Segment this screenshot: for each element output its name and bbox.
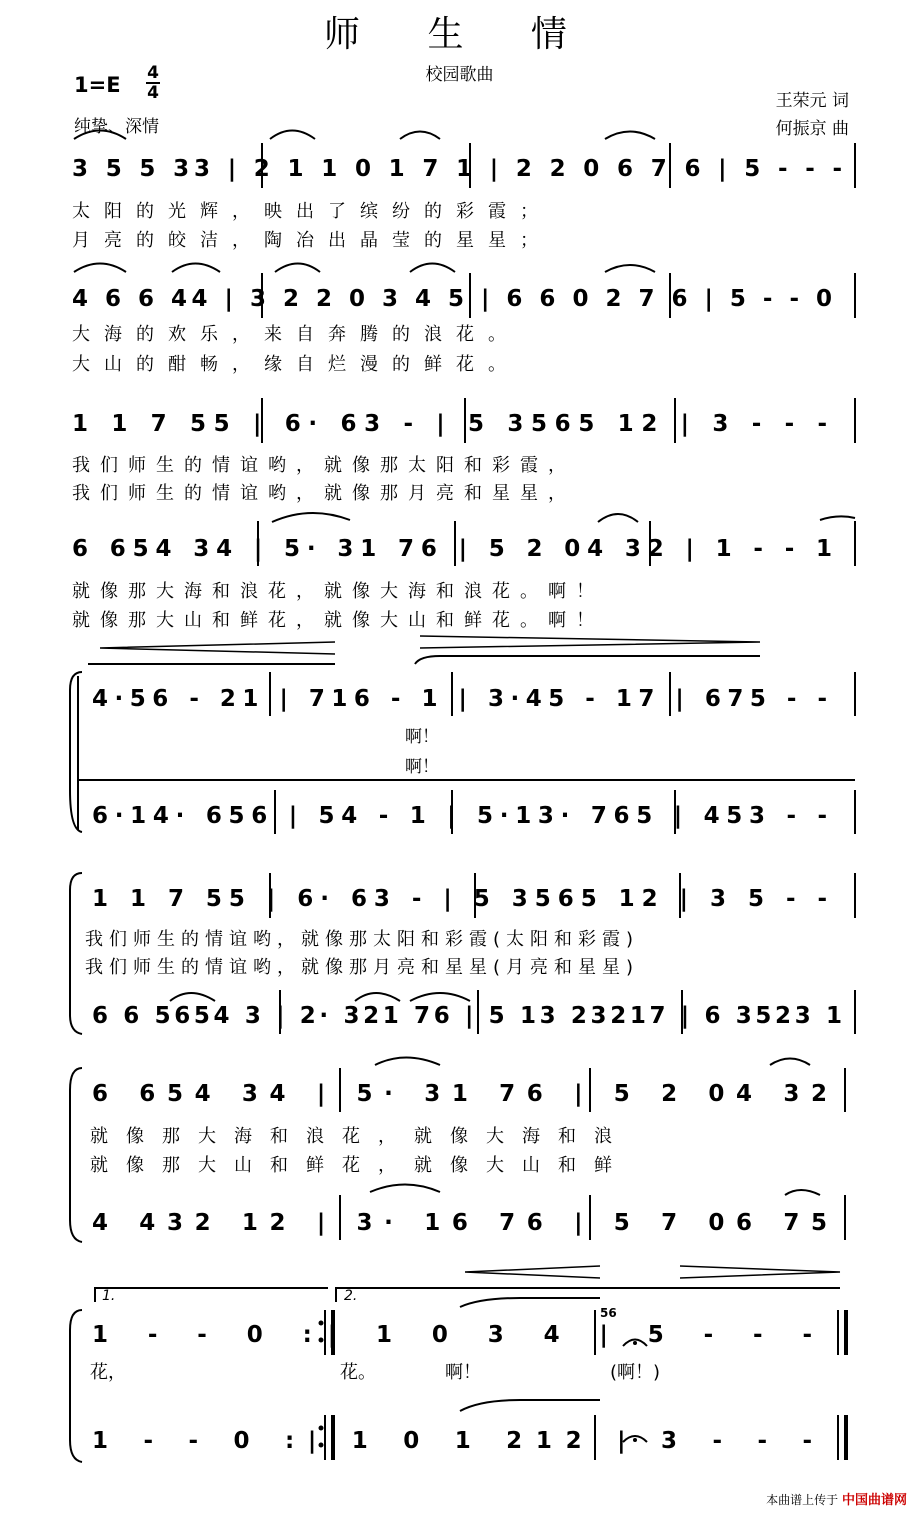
lyrics-system-3-verse-1: 我们师生的情谊哟，就像那太阳和彩霞， bbox=[72, 455, 576, 476]
exclamation-ah-2: 啊！ bbox=[405, 757, 439, 777]
time-signature-top: 4 bbox=[147, 63, 159, 83]
lyrics-system-4-verse-2: 就像那大山和鲜花，就像大山和鲜花。啊！ bbox=[72, 610, 604, 631]
lyricist-credit: 王荣元 词 bbox=[775, 91, 849, 111]
volta-2-label: 2. bbox=[344, 1288, 358, 1304]
notes-system-7-lower: 4 432 12 | 3· 16 76 | 5 7 06 75 bbox=[92, 1210, 827, 1236]
site-logo: 中国曲谱网 bbox=[841, 1493, 907, 1508]
lyrics-ending-ah: 啊！ bbox=[445, 1362, 481, 1383]
notes-system-8-upper: 1 - - 0 :| 1 0 3 4 | 5 - - - bbox=[92, 1322, 813, 1348]
lyrics-system-7-verse-1: 就像那大海和浪花，就像大海和浪 bbox=[90, 1126, 630, 1147]
lyrics-system-6-verse-1: 我们师生的情谊哟，就像那太阳和彩霞(太阳和彩霞) bbox=[85, 929, 640, 950]
lyrics-system-4-verse-1: 就像那大海和浪花，就像大海和浪花。啊！ bbox=[72, 581, 604, 602]
notes-system-2: 4 6 6 44 | 3 2 2 0 3 4 5 | 6 6 0 2 7 6 | 5 - - 0 bbox=[72, 286, 833, 312]
lyrics-system-3-verse-2: 我们师生的情谊哟，就像那月亮和星星， bbox=[72, 483, 576, 504]
lyrics-system-6-verse-2: 我们师生的情谊哟，就像那月亮和星星(月亮和星星) bbox=[85, 957, 640, 978]
song-title: 师 生 情 bbox=[324, 14, 595, 55]
lyrics-system-7-verse-2: 就像那大山和鲜花，就像大山和鲜 bbox=[90, 1155, 630, 1176]
lyrics-system-2-verse-2: 大山的酣畅，缘自烂漫的鲜花。 bbox=[72, 354, 520, 375]
footer-uploader-text: 本曲谱上传于 bbox=[766, 1493, 839, 1507]
expression-mark: 纯挚、深情 bbox=[74, 117, 159, 137]
volta-1-label: 1. bbox=[102, 1288, 116, 1304]
notes-system-5-lower: 6·14· 656 | 54 - 1 | 5·13· 765 | 453 - - bbox=[92, 803, 827, 829]
notes-system-6-upper: 1 1 7 55 | 6· 63 - | 5 3565 12 | 3 5 - - bbox=[92, 886, 828, 912]
notes-system-3: 1 1 7 55 | 6· 63 - | 5 3565 12 | 3 - - - bbox=[72, 411, 827, 437]
notes-system-4: 6 654 34 | 5· 31 76 | 5 2 04 32 | 1 - - 1 bbox=[72, 536, 833, 562]
composer-credit: 何振京 曲 bbox=[775, 119, 849, 139]
time-signature-bottom: 4 bbox=[147, 83, 159, 103]
notes-system-7-upper: 6 654 34 | 5· 31 76 | 5 2 04 32 bbox=[92, 1081, 827, 1107]
notes-system-1: 3 5 5 33 | 2 1 1 0 1 7 1 | 2 2 0 6 7 6 | 5 - - - bbox=[72, 156, 842, 182]
lyrics-ending-2: 花。 bbox=[340, 1362, 376, 1383]
song-subtitle: 校园歌曲 bbox=[425, 65, 494, 85]
lyrics-system-1-verse-1: 太阳的光辉，映出了缤纷的彩霞； bbox=[72, 201, 552, 222]
lyrics-ending-1: 花， bbox=[90, 1362, 126, 1383]
footer-upload-credit bbox=[766, 1489, 907, 1508]
notes-system-6-lower: 6 6 5654 3 | 2· 321 76 | 5 13 23217 | 6 3523 1 bbox=[92, 1003, 842, 1029]
grace-notes: 56 bbox=[600, 1306, 617, 1320]
lyrics-system-1-verse-2: 月亮的皎洁，陶冶出晶莹的星星； bbox=[72, 230, 552, 251]
notes-system-5-upper: 4·56 - 21 | 716 - 1 | 3·45 - 17 | 675 - - bbox=[92, 686, 827, 712]
key-signature: 1=E bbox=[74, 73, 121, 97]
lyrics-ending-ah-paren: (啊！) bbox=[610, 1362, 661, 1383]
lyrics-system-2-verse-1: 大海的欢乐，来自奔腾的浪花。 bbox=[72, 324, 520, 345]
notes-system-8-lower: 1 - - 0 :| 1 0 1 212 | 3 - - - bbox=[92, 1428, 813, 1454]
exclamation-ah-1: 啊！ bbox=[405, 727, 439, 747]
